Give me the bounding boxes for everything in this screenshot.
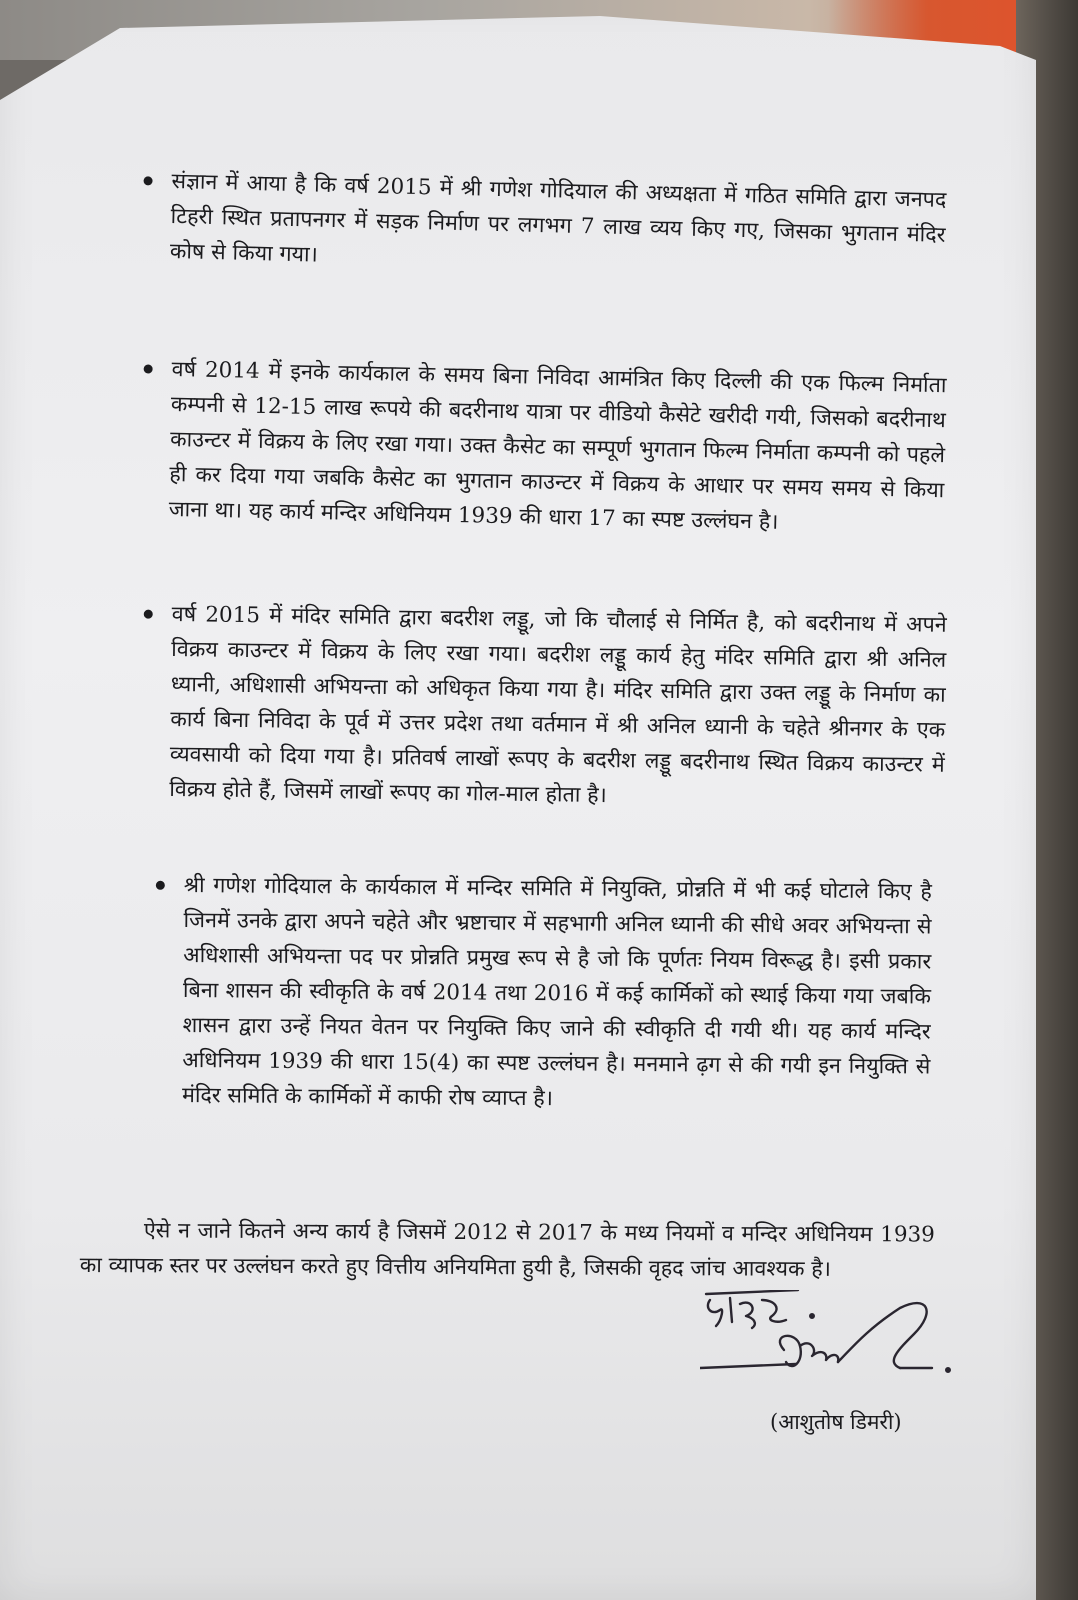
bullet-text: संज्ञान में आया है कि वर्ष 2015 में श्री गणेश गोदियाल की अध्यक्षता में गठित समिति द्वारा जनपद टिहरी स्थित प्रतापनगर में सड़क निर्माण पर लगभग 7 लाख व्यय किए गए, जिसका भुगतान मंदिर कोष से किया गया।: [169, 168, 947, 268]
bullet-icon: [144, 364, 153, 373]
bullet-item-video-cassette: [168, 352, 946, 543]
signature-drawing-icon: [700, 1290, 980, 1410]
bullet-text: श्री गणेश गोदियाल के कार्यकाल में मन्दिर समिति में नियुक्ति, प्रोन्नति में भी कई घोटाले किए है जिनमें उनके द्वारा अपने चहेते और भ्रष्टाचार में सहभागी अनिल ध्यानी की सीधे अवर अभियन्ता से अधिशासी अभियन्ता पद पर प्रोन्नति प्रमुख रूप से है जो कि पूर्णतः नियम विरूद्ध है। इसी प्रकार बिना शासन की स्वीकृति के वर्ष 2014 तथा 2016 में कई कार्मिकों को स्थाई किया गया जबकि शासन द्वारा उन्हें नियत वेतन पर नियुक्ति किए जाने की स्वीकृति दी गयी थी। यह कार्य मन्दिर अधिनियम 1939 की धारा 15(4) का स्पष्ट उल्लंघन है। मनमाने ढ़ग से की गयी इन नियुक्ति से मंदिर समिति के कार्मिकों में काफी रोष व्याप्त है।: [181, 872, 932, 1112]
bullet-item-appointments: [182, 868, 932, 1120]
bullet-icon: [143, 176, 152, 185]
bullet-text: वर्ष 2015 में मंदिर समिति द्वारा बदरीश लड्डू, जो कि चौलाई से निर्मित है, को बदरीनाथ में अपने विक्रय काउन्टर में विक्रय के लिए रखा गया। बदरीश लड्डू कार्य हेतु मंदिर समिति द्वारा श्री अनिल ध्यानी, अधिशासी अभियन्ता को अधिकृत किया गया है। मंदिर समिति द्वारा उक्त लड्डू के निर्माण का कार्य बिना निविदा के पूर्व में उत्तर प्रदेश तथा वर्तमान में श्री अनिल ध्यानी के चहेते श्रीनगर के एक व्यवसायी को दिया गया है। प्रतिवर्ष लाखों रूपए के बदरीश लड्डू बदरीनाथ स्थित विक्रय काउन्टर में विक्रय होते हैं, जिसमें लाखों रूपए का गोल-माल होता है।: [169, 601, 947, 809]
bullet-text: वर्ष 2014 में इनके कार्यकाल के समय बिना निविदा आमंत्रित किए दिल्ली की एक फिल्म निर्माता कम्पनी से 12-15 लाख रूपये की बदरीनाथ यात्रा पर वीडियो कैसेटे खरीदी गयी, जिसको बदरीनाथ काउन्टर में विक्रय के लिए रखा गया। उक्त कैसेट का सम्पूर्ण भुगतान फिल्म निर्माता कम्पनी को पहले ही कर दिया गया जबकि कैसेट का भुगतान काउन्टर में विक्रय के आधार पर समय समय से किया जाना था। यह कार्य मन्दिर अधिनियम 1939 की धारा 17 का स्पष्ट उल्लंघन है।: [168, 356, 947, 535]
bullet-item-road-construction: [169, 164, 946, 288]
signatory-name: (आशुतोष डिमरी): [770, 1410, 902, 1434]
bullet-item-badrish-laddu: [169, 597, 947, 818]
bullet-icon: [156, 881, 165, 890]
closing-paragraph: ऐसे न जाने कितने अन्य कार्य है जिसमें 2012 से 2017 के मध्य नियमों व मन्दिर अधिनियम 1939 का व्यापक स्तर पर उल्लंघन करते हुए वित्तीय अनियमिता हुयी है, जिसकी वृहद जांच आवश्यक है।: [79, 1218, 935, 1282]
bullet-icon: [144, 610, 153, 619]
